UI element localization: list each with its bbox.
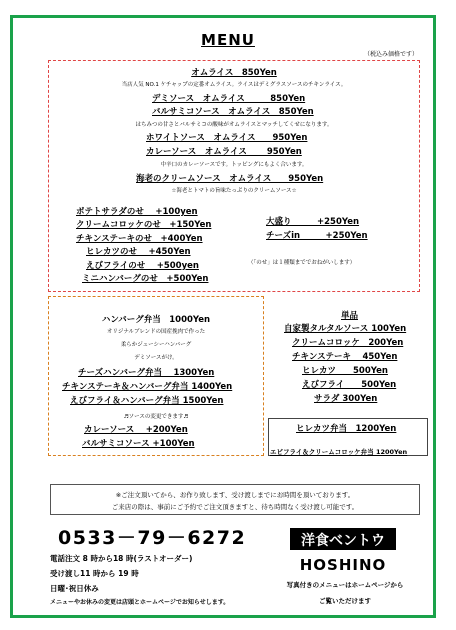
size-item: 大盛り +250Yen: [266, 217, 360, 227]
topping-item: ヒレカツのせ +450Yen: [86, 247, 191, 257]
menu-title: MENU: [201, 31, 255, 49]
omurice-curry-desc: 中辛口のカレーソースです。トッピングにもよく合います。: [160, 162, 308, 168]
hamburg-main: ハンバーグ弁当 1000Yen: [101, 315, 211, 325]
single-item: クリームコロッケ 200Yen: [292, 338, 404, 348]
sauce-balsamic: バルサミコソース +100Yen: [82, 439, 195, 449]
notice-line: ※ご注文頂いてから、お作り致します、受け渡しまでにお時間を頂いております。: [115, 491, 355, 499]
topping-item: ミニハンバーグのせ +500Yen: [82, 274, 209, 284]
topping-item: クリームコロッケのせ +150Yen: [76, 220, 212, 230]
size-item: チーズin +250Yen: [266, 231, 368, 241]
topping-item: ポテトサラダのせ +100yen: [76, 207, 198, 217]
shop-name-latin: HOSHINO: [299, 556, 387, 574]
omurice-shrimp: 海老のクリームソース オムライス 950Yen: [136, 174, 324, 184]
omurice-shrimp-desc: ☆海老とトマトの旨味たっぷりのクリームソース☆: [171, 188, 297, 194]
omurice-demi: デミソース オムライス 850Yen: [152, 94, 306, 104]
pickup-hours: 受け渡し11 時から 19 時: [50, 569, 139, 578]
topping-item: チキンステーキのせ +400Yen: [76, 234, 203, 244]
hamburg-desc: オリジナルブレンドの国産挽肉で作った: [106, 329, 206, 335]
omurice-balsamic: バルサミコソース オムライス 850Yen: [152, 107, 314, 117]
sauce-note: ♬ソースの変更できます♬: [123, 414, 189, 420]
single-item: チキンステーキ 450Yen: [292, 352, 398, 362]
omurice-curry: カレーソース オムライス 950Yen: [146, 147, 302, 157]
photo-menu-note: 写真付きのメニューはホームページから: [286, 581, 404, 589]
single-item: ヒレカツ 500Yen: [302, 366, 388, 376]
omurice-white: ホワイトソース オムライス 950Yen: [146, 133, 308, 143]
shop-name: 洋食ベントウ: [301, 533, 385, 549]
topping-note: （「のせ」は１種類まででおねがいします）: [248, 260, 356, 266]
hamburg-desc: 柔らかジューシーハンバーグ: [120, 342, 192, 348]
single-item: えびフライ 500Yen: [302, 380, 397, 390]
bento-ebi-cream: エビフライ＆クリームコロッケ弁当 1200Yen: [270, 448, 408, 456]
hamburg-chicken: チキンステーキ＆ハンバーグ弁当 1400Yen: [62, 382, 233, 392]
hamburg-desc: デミソースがけ。: [134, 355, 178, 361]
topping-item: えびフライのせ +500yen: [86, 261, 199, 271]
omurice-main: オムライス 850Yen: [191, 68, 277, 78]
omurice-balsamic-desc: はちみつの甘さとバルサミコの酸味がオムライスとマッチしてくせになります。: [135, 122, 333, 128]
hamburg-ebi: えびフライ＆ハンバーグ弁当 1500Yen: [70, 396, 224, 406]
bento-hire: ヒレカツ弁当 1200Yen: [296, 424, 397, 434]
hamburg-cheese: チーズハンバーグ弁当 1300Yen: [78, 368, 215, 378]
omurice-main-desc: 当店人気 NO.1 ケチャップの定番オムライス。ライスはデミグラスソースのチキンライス。: [121, 82, 347, 88]
photo-menu-note: ご覧いただけます: [319, 597, 371, 605]
order-hours: 電話注文 8 時から18 時(ラストオーダー): [50, 554, 193, 563]
sauce-curry: カレーソース +200Yen: [84, 425, 188, 435]
closed-days: 日曜･祝日休み: [50, 584, 99, 593]
single-item: 自家製タルタルソース 100Yen: [284, 324, 407, 334]
phone-number: 0533－79－6272: [58, 527, 247, 549]
single-title: 単品: [341, 311, 359, 321]
single-item: サラダ 300Yen: [314, 394, 378, 404]
notice-line: ご来店の際は、事前にご予約でご注文頂きますと、待ち時間なく受け渡し可能です。: [111, 503, 359, 511]
changes-note: メニューやお休みの変更は店頭とホームページでお知らせします。: [50, 599, 230, 606]
tax-note: （税込み価格です）: [363, 51, 418, 58]
